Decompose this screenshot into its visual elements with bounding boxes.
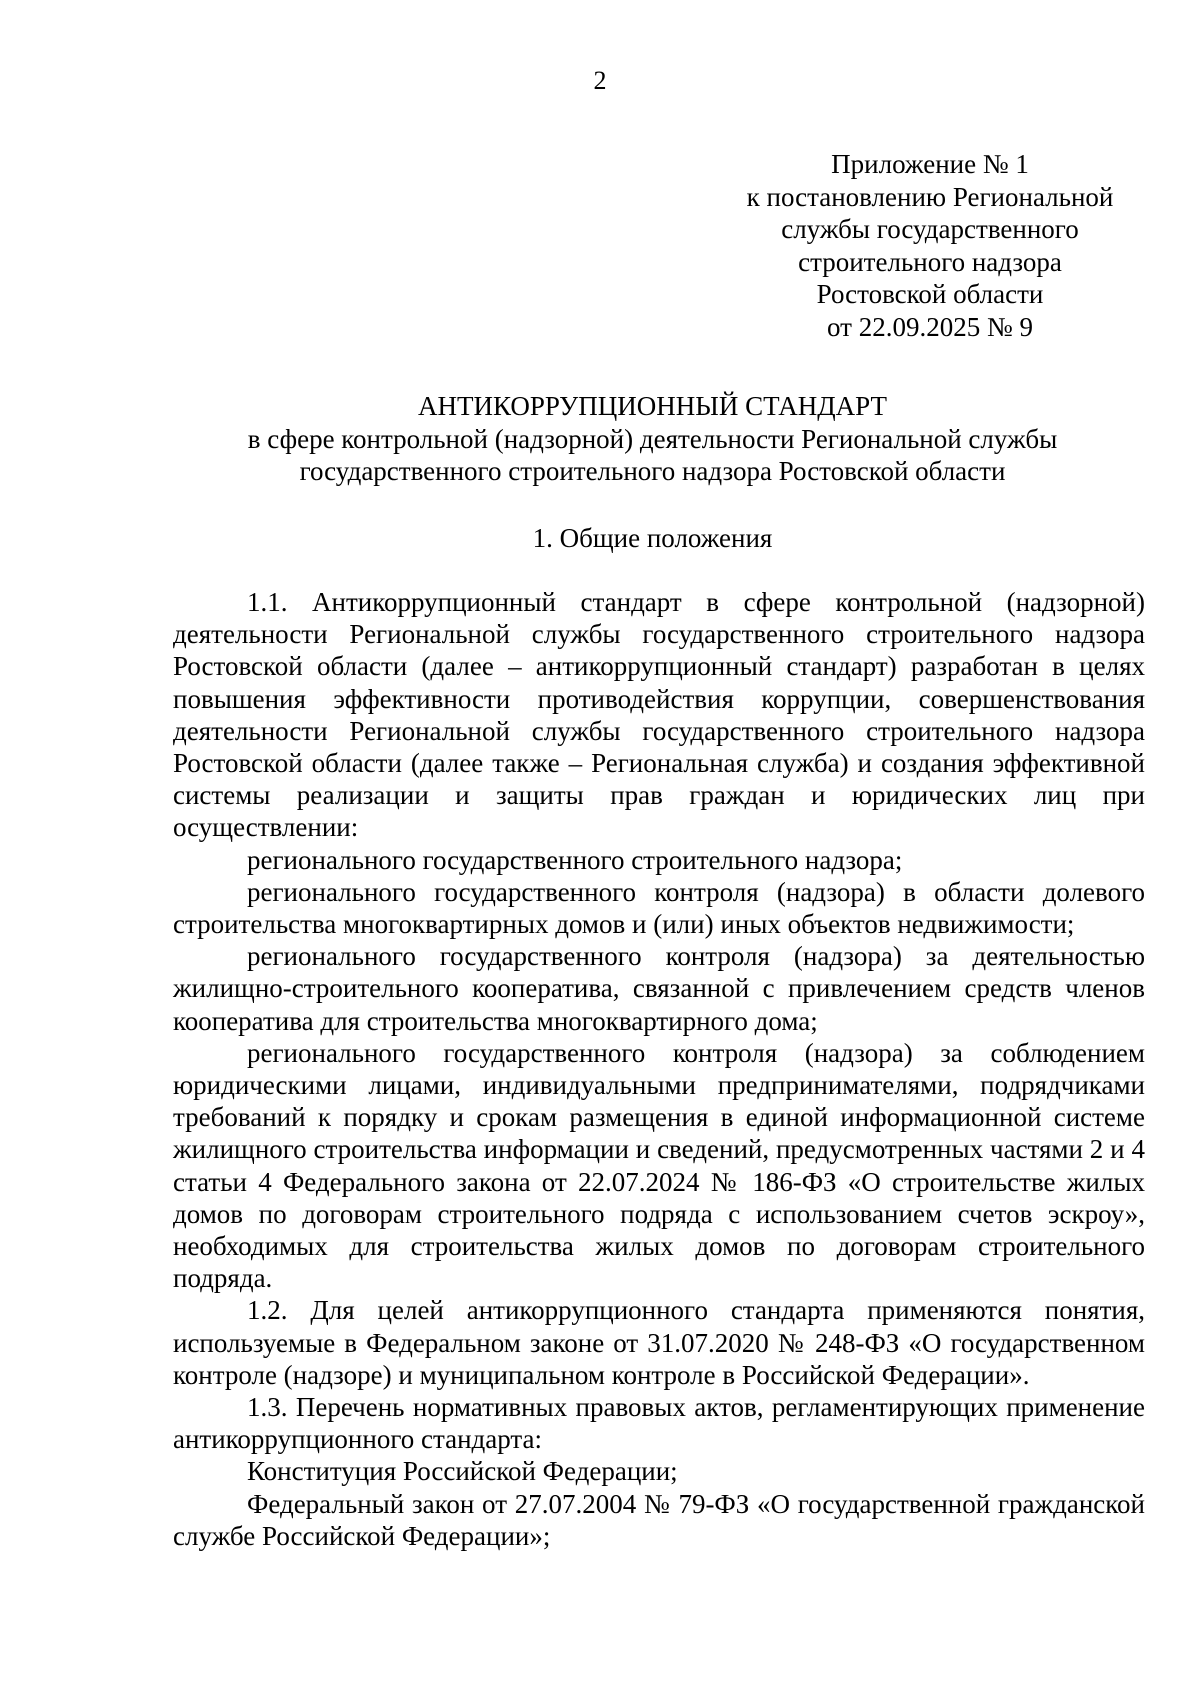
paragraph: 1.3. Перечень нормативных правовых актов, регламентирующих применение антикоррупционного стандарта: bbox=[173, 1392, 1145, 1455]
document-subtitle-line: государственного строительного надзора Ростовской области bbox=[299, 456, 1006, 486]
paragraph: 1.2. Для целей антикоррупционного стандарта применяются понятия, используемые в Федеральном законе от 31.07.2020 № 248-ФЗ «О государственном контроле (надзоре) и муниципальном контроле в Российской Федерации». bbox=[173, 1295, 1145, 1390]
appendix-line: к постановлению Региональной bbox=[746, 181, 1114, 212]
section-heading: 1. Общие положения bbox=[532, 523, 773, 553]
appendix-block bbox=[720, 148, 1140, 343]
paragraph: регионального государственного контроля (надзора) в области долевого строительства многоквартирных домов и (или) иных объектов недвижимости; bbox=[173, 876, 1145, 940]
paragraph: регионального государственного контроля (надзора) за соблюдением юридическими лицами, индивидуальными предпринимателями, подрядчиками требований к порядку и срокам размещения в единой информационной системе жилищного строительства информации и сведений, предусмотренных частями 2 и 4 статьи 4 Федерального закона от 22.07.2024 № 186-ФЗ «О строительстве жилых домов по договорам строительного подряда с использованием счетов эскроу», необходимых для строительства жилых домов по договорам строительного подряда. bbox=[173, 1037, 1145, 1294]
appendix-line: Ростовской области bbox=[816, 279, 1044, 309]
paragraph: регионального государственного строительного надзора; bbox=[247, 844, 903, 875]
appendix-line: службы государственного bbox=[781, 214, 1079, 244]
paragraph: регионального государственного контроля (надзора) за деятельностью жилищно-строительного кооператива, связанной с привлечением средств членов кооператива для строительства многоквартирного дома; bbox=[173, 941, 1145, 1036]
appendix-line: Приложение № 1 bbox=[831, 149, 1029, 179]
page-number: 2 bbox=[593, 66, 607, 95]
document-title: АНТИКОРРУПЦИОННЫЙ СТАНДАРТ bbox=[418, 391, 887, 421]
document-title-block bbox=[160, 390, 1145, 488]
appendix-line: от 22.09.2025 № 9 bbox=[827, 311, 1033, 342]
paragraph: Федеральный закон от 27.07.2004 № 79-ФЗ «О государственной гражданской службе Российской Федерации»; bbox=[173, 1488, 1145, 1551]
document-body bbox=[173, 586, 1145, 1552]
paragraph: Конституция Российской Федерации; bbox=[247, 1456, 678, 1487]
document-subtitle-line: в сфере контрольной (надзорной) деятельности Региональной службы bbox=[247, 423, 1058, 454]
appendix-line: строительного надзора bbox=[798, 246, 1062, 277]
paragraph: 1.1. Антикоррупционный стандарт в сфере контрольной (надзорной) деятельности Региональной службы государственного строительного надзора Ростовской области (далее – антикоррупционный стандарт) разработан в целях повышения эффективности противодействия коррупции, совершенствования деятельности Региональной службы государственного строительного надзора Ростовской области (далее также – Региональная служба) и создания эффективной системы реализации и защиты прав граждан и юридических лиц при осуществлении: bbox=[173, 587, 1145, 843]
